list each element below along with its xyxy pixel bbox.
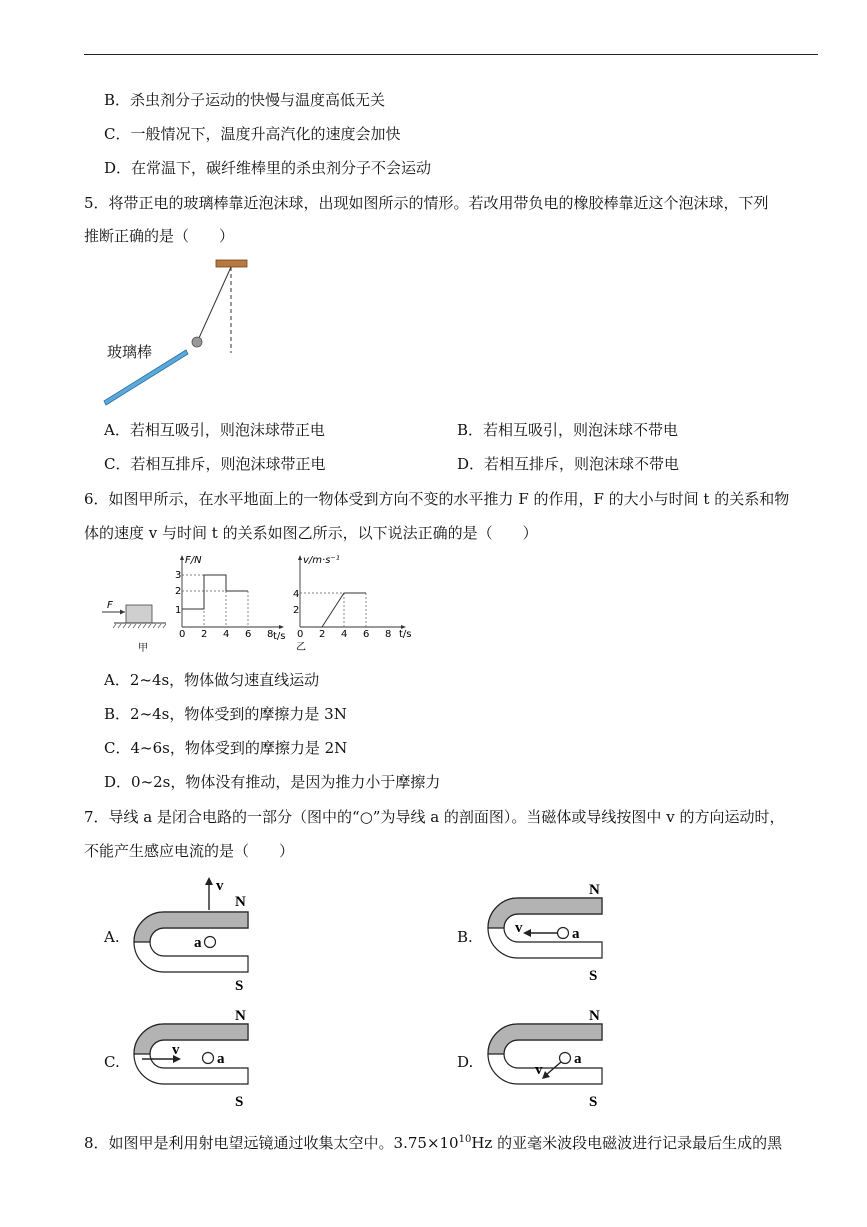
- q4-option-d: D．在常温下，碳纤维棒里的杀虫剂分子不会运动: [104, 159, 432, 177]
- velocity-label: v: [216, 878, 224, 894]
- q5-option-b: B．若相互吸引，则泡沫球不带电: [457, 421, 679, 439]
- q8-exponent: 10: [458, 1134, 472, 1145]
- x-tick: 8: [267, 629, 274, 640]
- x-tick: 6: [363, 629, 370, 640]
- wire-a: [203, 1053, 214, 1064]
- x-tick: 4: [341, 629, 348, 640]
- south-pole: S: [589, 968, 598, 984]
- wire-a: [560, 1053, 571, 1064]
- q5-figure: [100, 258, 260, 408]
- x-tick: 6: [245, 629, 252, 640]
- south-pole: S: [589, 1094, 598, 1110]
- fig-yi-label: 乙: [296, 642, 306, 653]
- q7-label-d: D.: [457, 1053, 474, 1071]
- magnet-figure-a: [128, 876, 258, 994]
- q6-option-d: D．0~2s，物体没有推动，是因为推力小于摩擦力: [104, 773, 441, 791]
- header-rule: [84, 54, 818, 55]
- x-tick: 4: [223, 629, 230, 640]
- y-tick: 4: [293, 589, 300, 600]
- q6-option-b: B．2~4s，物体受到的摩擦力是 3N: [104, 705, 347, 723]
- block: [126, 605, 152, 623]
- wire-label: a: [194, 935, 202, 951]
- q5-option-a: A．若相互吸引，则泡沫球带正电: [104, 421, 325, 439]
- q5-option-d: D．若相互排斥，则泡沫球不带电: [457, 455, 680, 473]
- fig-jia-label: 甲: [138, 643, 148, 654]
- q6-figure-block: [100, 595, 170, 655]
- y-tick: 1: [175, 605, 182, 616]
- suspension-thread: [199, 267, 231, 338]
- south-pole: S: [235, 1094, 244, 1110]
- q5-stem-line1: 5．将带正电的玻璃棒靠近泡沫球，出现如图所示的情形。若改用带负电的橡胶棒靠近这个泡沫球，下列: [84, 194, 769, 212]
- x-tick: 0: [179, 629, 186, 640]
- magnet-figure-c: [128, 1002, 258, 1120]
- north-pole: N: [235, 894, 246, 910]
- north-pole: N: [235, 1008, 246, 1024]
- foam-ball: [192, 337, 202, 347]
- q5-option-c: C．若相互排斥，则泡沫球带正电: [104, 455, 326, 473]
- wire-label: a: [572, 926, 580, 942]
- velocity-label: v: [172, 1042, 180, 1058]
- q7-stem-line2: 不能产生感应电流的是（ ）: [84, 842, 295, 860]
- q7-label-c: C.: [104, 1053, 120, 1071]
- q6-velocity-graph: [288, 553, 418, 653]
- force-series: [182, 575, 248, 609]
- rod-label: 玻璃棒: [107, 343, 153, 361]
- q7-stem-line1: 7．导线 a 是闭合电路的一部分（图中的“○”为导线 a 的剖面图）。当磁体或导线按图中 v 的方向运动时，: [84, 808, 785, 826]
- wire-label: a: [574, 1051, 582, 1067]
- south-pole: S: [235, 978, 244, 994]
- wire-a: [205, 937, 216, 948]
- q8-text-pre: 8．如图甲是利用射电望远镜通过收集太空中。3.75×10: [84, 1134, 459, 1152]
- y-tick: 2: [293, 605, 300, 616]
- force-axis-label: F/N: [185, 555, 202, 566]
- north-pole: N: [589, 882, 600, 898]
- q6-stem-line2: 体的速度 v 与时间 t 的关系如图乙所示，以下说法正确的是（ ）: [84, 524, 538, 542]
- time-axis-label: t/s: [399, 629, 412, 640]
- velocity-label: v: [515, 920, 523, 936]
- q7-label-b: B.: [457, 928, 473, 946]
- q4-option-b: B．杀虫剂分子运动的快慢与温度高低无关: [104, 91, 386, 109]
- x-tick: 8: [385, 629, 392, 640]
- q8-stem-line1: [84, 1131, 782, 1152]
- q6-stem-line1: 6．如图甲所示，在水平地面上的一物体受到方向不变的水平推力 F 的作用，F 的大小与时间 t 的关系和物: [84, 490, 790, 508]
- velocity-axis-label: v/m·s⁻¹: [303, 555, 340, 566]
- x-tick: 2: [201, 629, 208, 640]
- q5-stem-line2: 推断正确的是（ ）: [84, 227, 235, 245]
- time-axis-label: t/s: [273, 631, 286, 642]
- magnet-figure-d: [482, 1002, 612, 1120]
- q6-option-c: C．4~6s，物体受到的摩擦力是 2N: [104, 739, 348, 757]
- y-tick: 2: [175, 586, 182, 597]
- force-label: F: [107, 600, 113, 611]
- x-tick: 2: [319, 629, 326, 640]
- q6-force-graph: [170, 553, 292, 643]
- wire-label: a: [217, 1051, 225, 1067]
- magnet-figure-b: [482, 876, 612, 994]
- wire-a: [558, 928, 569, 939]
- y-tick: 3: [175, 570, 182, 581]
- q8-text-post: Hz 的亚毫米波段电磁波进行记录最后生成的黑: [471, 1134, 783, 1152]
- q6-option-a: A．2~4s，物体做匀速直线运动: [104, 671, 320, 689]
- q7-label-a: A.: [104, 928, 120, 946]
- x-tick: 0: [297, 629, 304, 640]
- q4-option-c: C．一般情况下，温度升高汽化的速度会加快: [104, 125, 401, 143]
- pivot-mount: [216, 260, 247, 267]
- velocity-label: v: [535, 1062, 543, 1078]
- north-pole: N: [589, 1008, 600, 1024]
